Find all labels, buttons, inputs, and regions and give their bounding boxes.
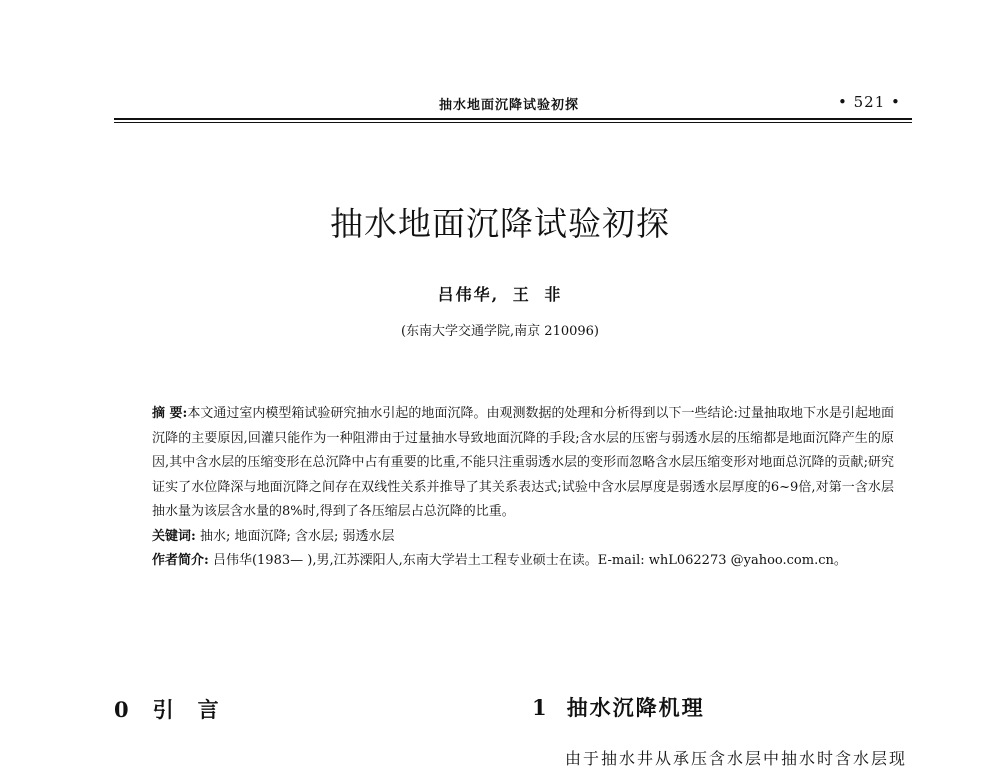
section-title-part: 言: [197, 697, 221, 722]
keywords-text: 抽水; 地面沉降; 含水层; 弱透水层: [199, 528, 395, 544]
abstract-block: [152, 402, 894, 574]
section-body-text: 由于抽水井从承压含水层中抽水时含水层现: [565, 749, 908, 768]
running-title: 抽水地面沉降试验初探: [439, 98, 580, 113]
section-number: 0: [114, 697, 131, 722]
header-rule-thin: [114, 122, 912, 123]
abstract-label: 摘 要:: [152, 406, 188, 421]
page-number: • 521 •: [838, 93, 901, 111]
header-rule-thick: [114, 118, 912, 120]
abstract-paragraph: [152, 402, 894, 525]
abstract-text: 本文通过室内模型箱试验研究抽水引起的地面沉降。由观测数据的处理和分析得到以下一些结论:过量抽取地下水是引起地面沉降的主要原因,回灌只能作为一种阻滞由于过量抽水导致地面沉降的手段;含水层的压密与弱透水层的压缩都是地面沉降产生的原因,其中含水层的压缩变形在总沉降中占有重要的比重,不能只注重弱透水层的变形而忽略含水层压缩变形对地面总沉降的贡献;研究证实了水位降深与地面沉降之间存在双线性关系并推导了其关系表达式;试验中含水层厚度是弱透水层厚度的6~9倍,对第一含水层抽水量为该层含水量的8%时,得到了各压缩层占总沉降的比重。: [152, 406, 894, 519]
section-number: 1: [532, 695, 549, 720]
article-authors: 吕伟华, 王 非: [437, 285, 563, 304]
keywords-label: 关键词:: [152, 528, 196, 544]
article-affiliation: (东南大学交通学院,南京 210096): [400, 324, 600, 339]
keywords-line: [152, 525, 894, 550]
section-heading-introduction: [114, 694, 221, 724]
section-title-part: 引: [152, 697, 176, 722]
author-bio-line: [152, 549, 894, 574]
section-title: 抽水沉降机理: [566, 695, 705, 720]
article-title: 抽水地面沉降试验初探: [330, 204, 670, 243]
author-bio-text: 吕伟华(1983— ),男,江苏溧阳人,东南大学岩土工程专业硕士在读。E-mail: whL062273 @yahoo.com.cn。: [212, 553, 847, 568]
author-bio-label: 作者简介:: [152, 553, 209, 568]
section-heading-mechanism: [532, 692, 705, 722]
running-header: [0, 92, 1000, 114]
